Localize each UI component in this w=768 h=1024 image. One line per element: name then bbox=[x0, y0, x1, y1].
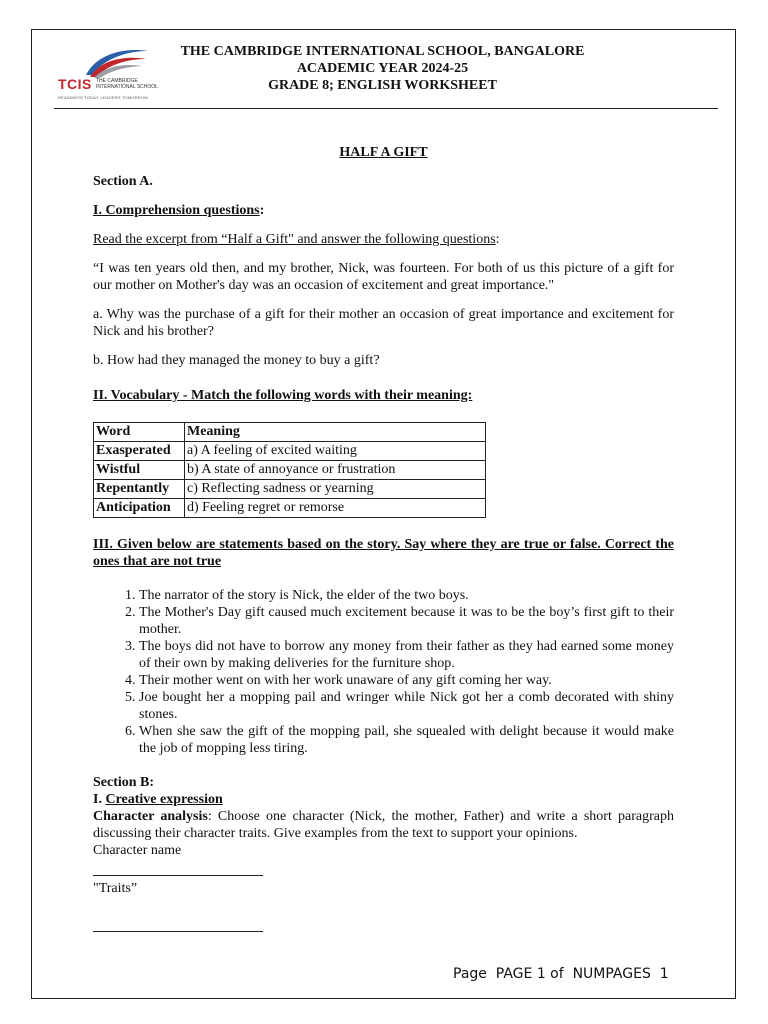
logo-name-line1: THE CAMBRIDGE bbox=[96, 78, 138, 84]
statements-list bbox=[93, 587, 674, 757]
character-name-blank bbox=[93, 859, 263, 876]
true-false-heading: III. Given below are statements based on the story. Say where they are true or false. Correct the ones that are not true bbox=[93, 537, 674, 569]
creative-heading bbox=[93, 791, 674, 808]
task-text: : Choose one character (Nick, the mother, Father) and write a short paragraph discussing their character traits. Give examples from the text to support your opinions. bbox=[93, 809, 674, 841]
page-number-footer: Page PAGE 1 of NUMPAGES 1 bbox=[453, 966, 669, 982]
table-header-word: Word bbox=[94, 423, 185, 442]
section-a-label: Section A. bbox=[93, 174, 153, 189]
story-excerpt: “I was ten years old then, and my brother, Nick, was fourteen. For both of us this picture of a gift for our mother on Mother's day was an occasion of excitement and great importance." bbox=[93, 261, 674, 293]
comprehension-heading-text: I. Comprehension questions bbox=[93, 203, 260, 218]
traits-blank bbox=[93, 915, 263, 932]
vocab-word: Exasperated bbox=[94, 442, 185, 461]
vocab-meaning: a) A feeling of excited waiting bbox=[185, 442, 486, 461]
list-item: 2. The Mother's Day gift caused much excitement because it was to be the boy’s first gift to their mother. bbox=[139, 604, 674, 638]
question-b: b. How had they managed the money to buy a gift? bbox=[93, 353, 380, 368]
vocab-meaning: c) Reflecting sadness or yearning bbox=[185, 480, 486, 499]
vocab-meaning: d) Feeling regret or remorse bbox=[185, 499, 486, 518]
logo-name-line2: INTERNATIONAL SCHOOL bbox=[96, 84, 158, 90]
vocabulary-table bbox=[93, 422, 486, 518]
logo-motto: READINESS TODAY, LEADERS TOMORROW bbox=[58, 95, 149, 100]
vocabulary-heading: II. Vocabulary - Match the following words with their meaning: bbox=[93, 388, 473, 403]
instruction-colon: : bbox=[495, 232, 500, 247]
academic-year: ACADEMIC YEAR 2024-25 bbox=[296, 61, 469, 76]
logo-name bbox=[96, 78, 158, 90]
worksheet-title: GRADE 8; ENGLISH WORKSHEET bbox=[268, 78, 497, 93]
section-b-label: Section B: bbox=[93, 775, 155, 790]
document-header bbox=[150, 43, 615, 94]
school-name: THE CAMBRIDGE INTERNATIONAL SCHOOL, BANGALORE bbox=[180, 44, 585, 59]
character-name-label: Character name bbox=[93, 843, 182, 858]
logo-abbr: TCIS bbox=[58, 76, 92, 92]
creative-heading-prefix: I. bbox=[93, 792, 106, 807]
comprehension-heading-colon: : bbox=[259, 203, 265, 218]
list-item: 3. The boys did not have to borrow any money from their father as they had earned some money of their own by making deliveries for the furniture shop. bbox=[139, 638, 674, 672]
list-item: 5. Joe bought her a mopping pail and wringer while Nick got her a comb decorated with shiny stones. bbox=[139, 689, 674, 723]
vocab-word: Repentantly bbox=[94, 480, 185, 499]
worksheet-body bbox=[93, 144, 674, 932]
vocab-meaning: b) A state of annoyance or frustration bbox=[185, 461, 486, 480]
task-label: Character analysis bbox=[93, 809, 208, 824]
vocab-word: Wistful bbox=[94, 461, 185, 480]
comprehension-instruction bbox=[93, 231, 674, 248]
list-item: 6. When she saw the gift of the mopping pail, she squealed with delight because it would make the job of mopping less tiring. bbox=[139, 723, 674, 757]
table-header-row bbox=[94, 423, 486, 442]
list-item: 4. Their mother went on with her work unaware of any gift coming her way. bbox=[139, 672, 674, 689]
comprehension-heading bbox=[93, 202, 674, 219]
list-item: 1. The narrator of the story is Nick, the elder of the two boys. bbox=[139, 587, 674, 604]
table-header-meaning: Meaning bbox=[185, 423, 486, 442]
story-title: HALF A GIFT bbox=[339, 145, 428, 160]
question-a: a. Why was the purchase of a gift for their mother an occasion of great importance and excitement for Nick and his brother? bbox=[93, 307, 674, 339]
table-row bbox=[94, 499, 486, 518]
traits-label: "Traits” bbox=[93, 881, 138, 896]
table-row bbox=[94, 480, 486, 499]
creative-heading-text: Creative expression bbox=[105, 792, 223, 807]
table-row bbox=[94, 442, 486, 461]
header-divider bbox=[54, 108, 718, 109]
vocab-word: Anticipation bbox=[94, 499, 185, 518]
instruction-text: Read the excerpt from “Half a Gift" and answer the following questions bbox=[93, 232, 496, 247]
character-analysis-task bbox=[93, 808, 674, 842]
logo-swoosh-icon bbox=[82, 45, 152, 79]
table-row bbox=[94, 461, 486, 480]
